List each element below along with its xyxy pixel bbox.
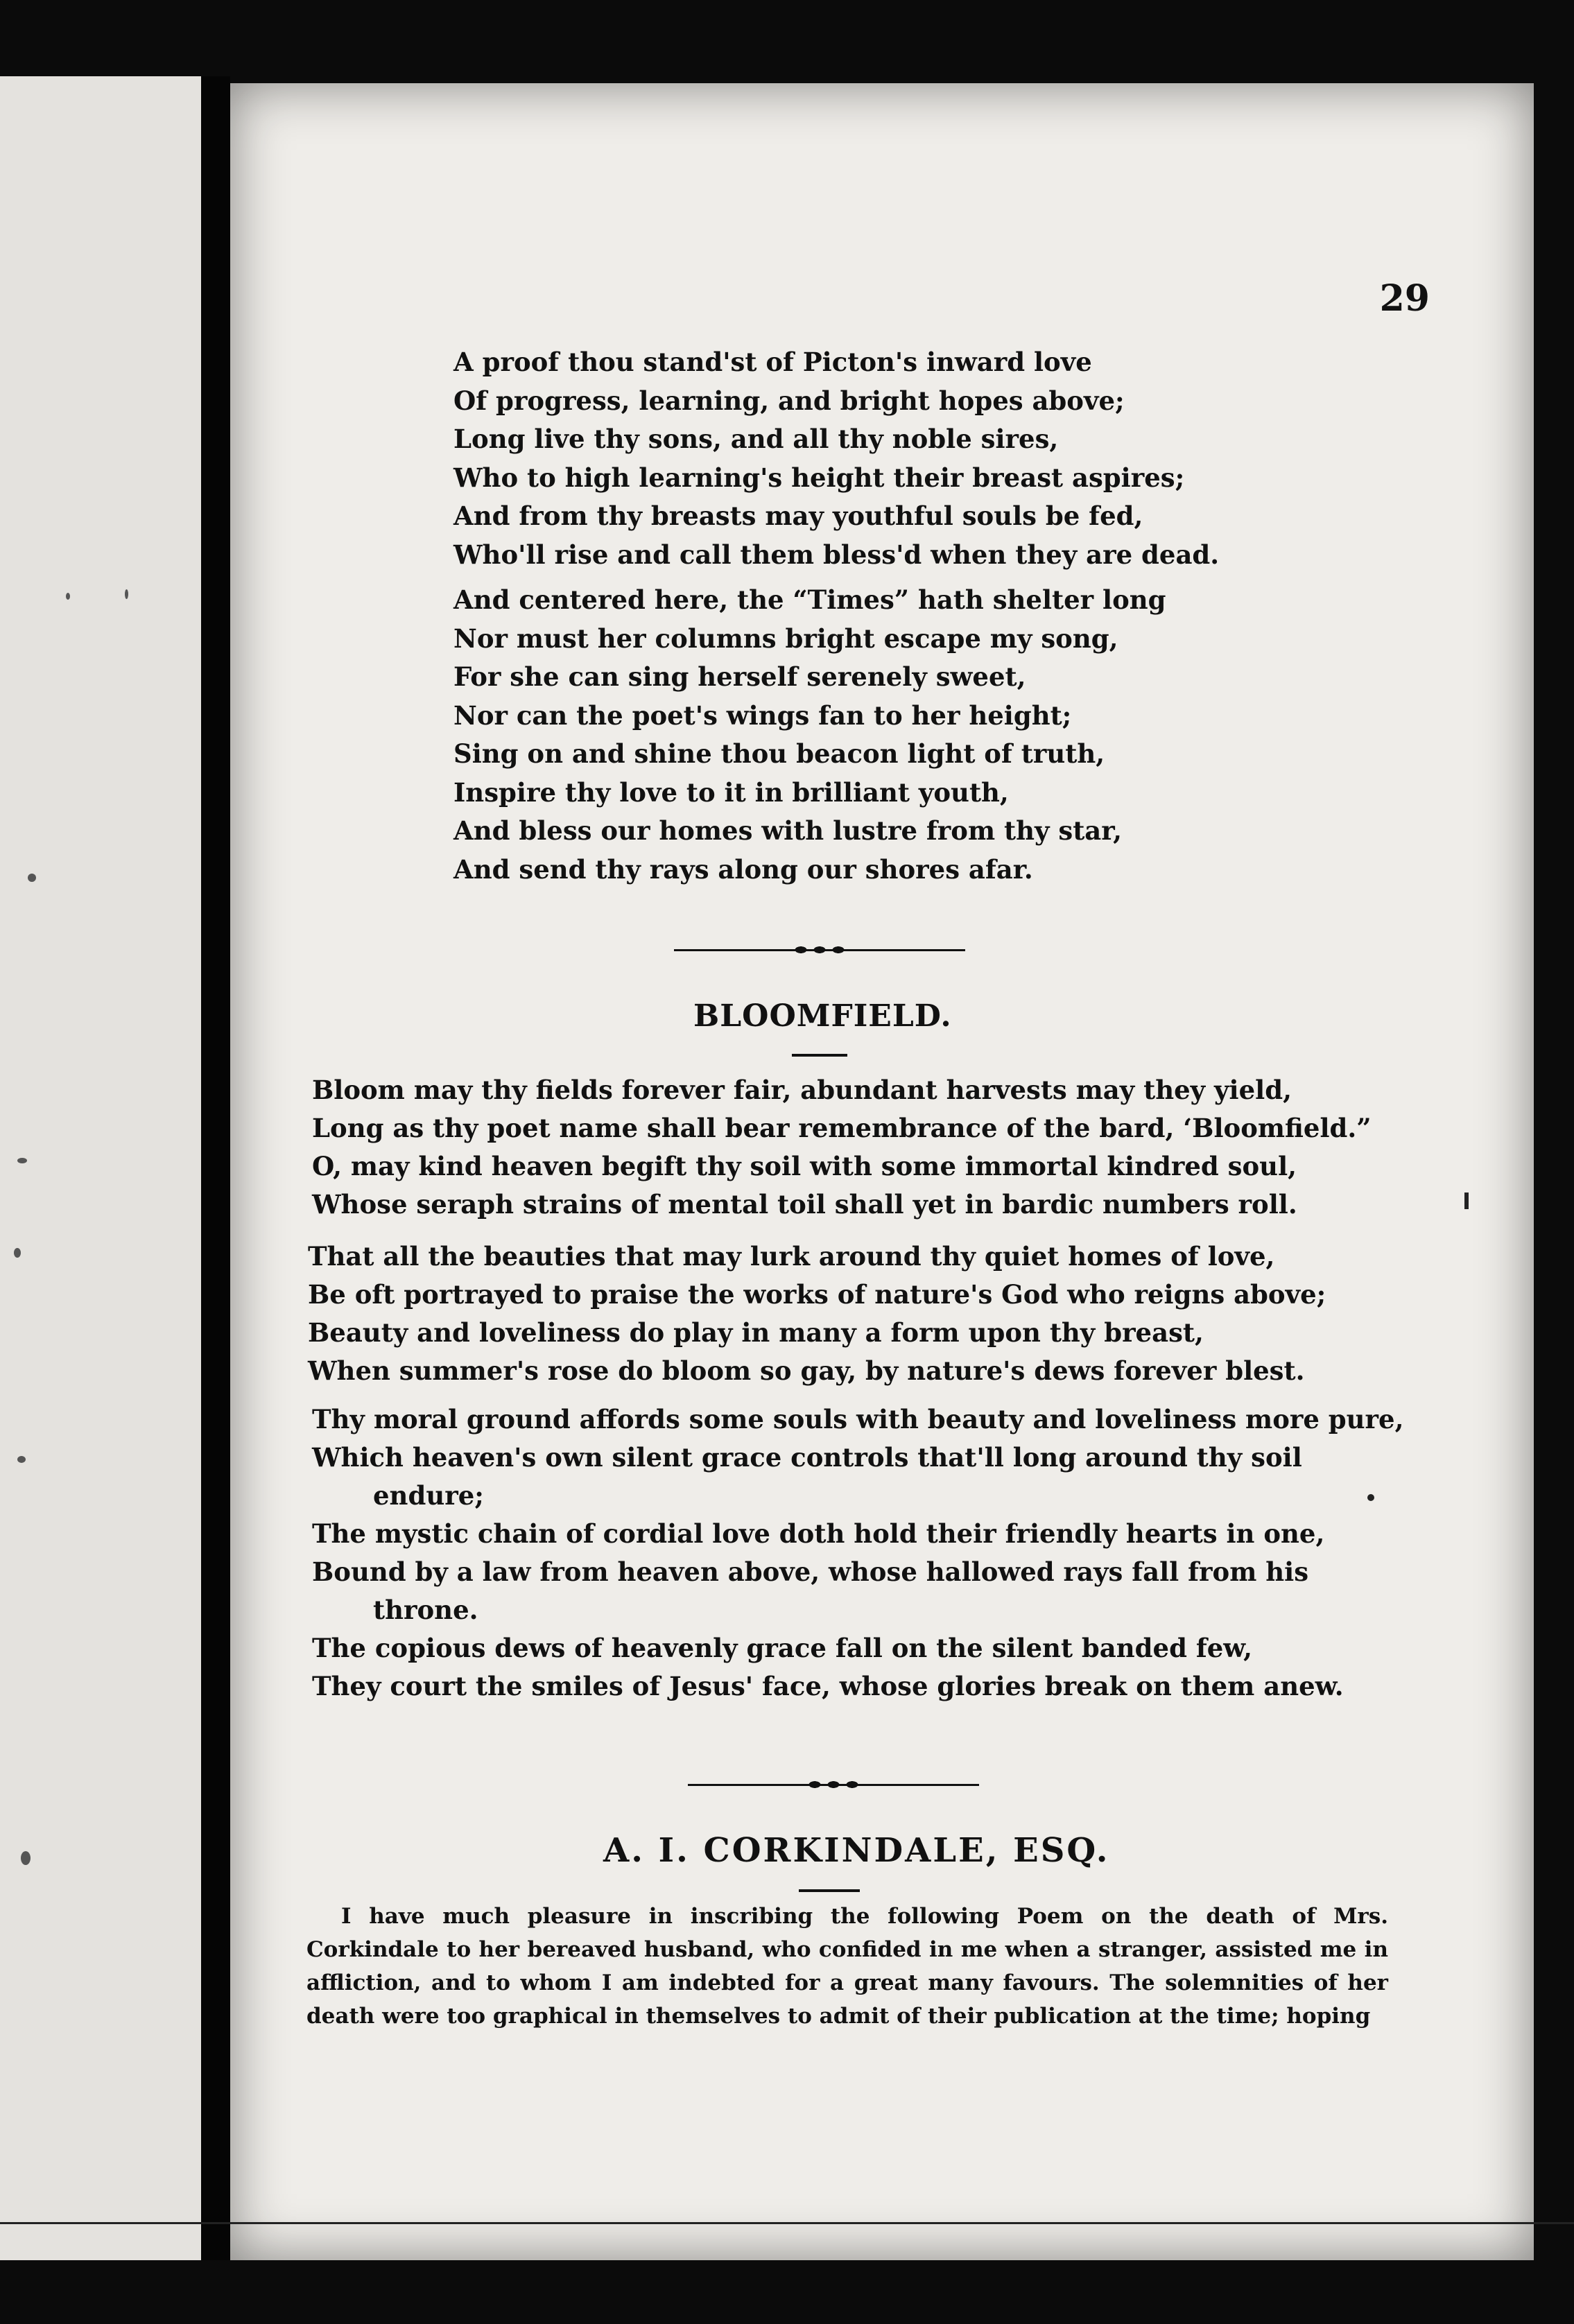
facing-page-edge (0, 76, 201, 2260)
bloomfield-stanza-1 (312, 1071, 1372, 1224)
poem-line: For she can sing herself serenely sweet, (453, 661, 1026, 692)
bloomfield-stanza-3 (312, 1401, 1403, 1706)
ink-speck (1367, 1494, 1374, 1501)
page-number: 29 (1379, 277, 1430, 320)
poem-line: Bound by a law from heaven above, whose hallowed rays fall from his (312, 1556, 1309, 1587)
poem-line: Who'll rise and call them bless'd when they are dead. (453, 539, 1220, 570)
poem-line: Be oft portrayed to praise the works of nature's God who reigns above; (308, 1279, 1326, 1310)
poem-line: Beauty and loveliness do play in many a form upon thy breast, (308, 1317, 1204, 1348)
corkindale-intro-paragraph: I have much pleasure in inscribing the following Poem on the death of Mrs. Corkindale to her bereaved husband, who confided in me when a stranger, assisted me in affliction, and to whom I am indebted for a great many favours. The solemnities of her death were too graphical in themselves to admit of their publication at the time; hoping (306, 1904, 1388, 2029)
title-underline (792, 1054, 847, 1057)
poem-line: Inspire thy love to it in brilliant youth, (453, 777, 1009, 808)
bloomfield-stanza-2 (308, 1238, 1326, 1390)
poem-line-continuation: throne. (373, 1595, 478, 1625)
poem-line: When summer's rose do bloom so gay, by nature's dews forever blest. (308, 1355, 1305, 1386)
poem-line: The copious dews of heavenly grace fall on the silent banded few, (312, 1633, 1253, 1663)
poem-line: And send thy rays along our shores afar. (453, 853, 1033, 885)
poem-line: The mystic chain of cordial love doth hold their friendly hearts in one, (312, 1518, 1325, 1549)
poem-line: Bloom may thy fields forever fair, abundant harvests may they yield, (312, 1075, 1292, 1105)
poem-line: Thy moral ground affords some souls with beauty and loveliness more pure, (312, 1404, 1404, 1434)
poem-stanza-2 (453, 581, 1166, 889)
binding-gutter (201, 76, 230, 2260)
section-divider-ornament (674, 943, 965, 957)
poem-line: Long as thy poet name shall bear remembrance of the bard, ‘Bloomfield.” (312, 1113, 1372, 1143)
poem-line: Sing on and shine thou beacon light of truth, (453, 738, 1105, 769)
book-page (230, 83, 1534, 2260)
poem-line: Long live thy sons, and all thy noble sires, (453, 424, 1059, 454)
poem-line: And bless our homes with lustre from thy star, (453, 815, 1122, 846)
poem-line: And centered here, the “Times” hath shelter long (453, 584, 1166, 615)
poem-line: Which heaven's own silent grace controls that'll long around thy soil (312, 1442, 1302, 1473)
poem-line: Nor must her columns bright escape my song, (453, 623, 1118, 654)
poem-line: They court the smiles of Jesus' face, whose glories break on them anew. (312, 1671, 1344, 1701)
poem-line-continuation: endure; (373, 1480, 484, 1511)
poem-line: Whose seraph strains of mental toil shall yet in bardic numbers roll. (312, 1189, 1297, 1220)
bloomfield-title: BLOOMFIELD. (693, 998, 952, 1034)
section-divider-ornament (688, 1778, 979, 1792)
poem-line: Nor can the poet's wings fan to her height; (453, 700, 1072, 731)
poem-line: Of progress, learning, and bright hopes above; (453, 385, 1125, 416)
poem-line: And from thy breasts may youthful souls be fed, (453, 501, 1143, 531)
ink-speck (1464, 1193, 1469, 1209)
poem-stanza-1 (453, 343, 1219, 574)
scan-bottom-edge (0, 2222, 1574, 2224)
poem-line: O, may kind heaven begift thy soil with some immortal kindred soul, (312, 1151, 1297, 1181)
poem-line: Who to high learning's height their breast aspires; (453, 462, 1185, 493)
title-underline (799, 1889, 860, 1892)
poem-line: A proof thou stand'st of Picton's inward love (453, 347, 1092, 377)
poem-line: That all the beauties that may lurk around thy quiet homes of love, (308, 1241, 1275, 1272)
corkindale-title: A. I. CORKINDALE, ESQ. (603, 1831, 1110, 1870)
